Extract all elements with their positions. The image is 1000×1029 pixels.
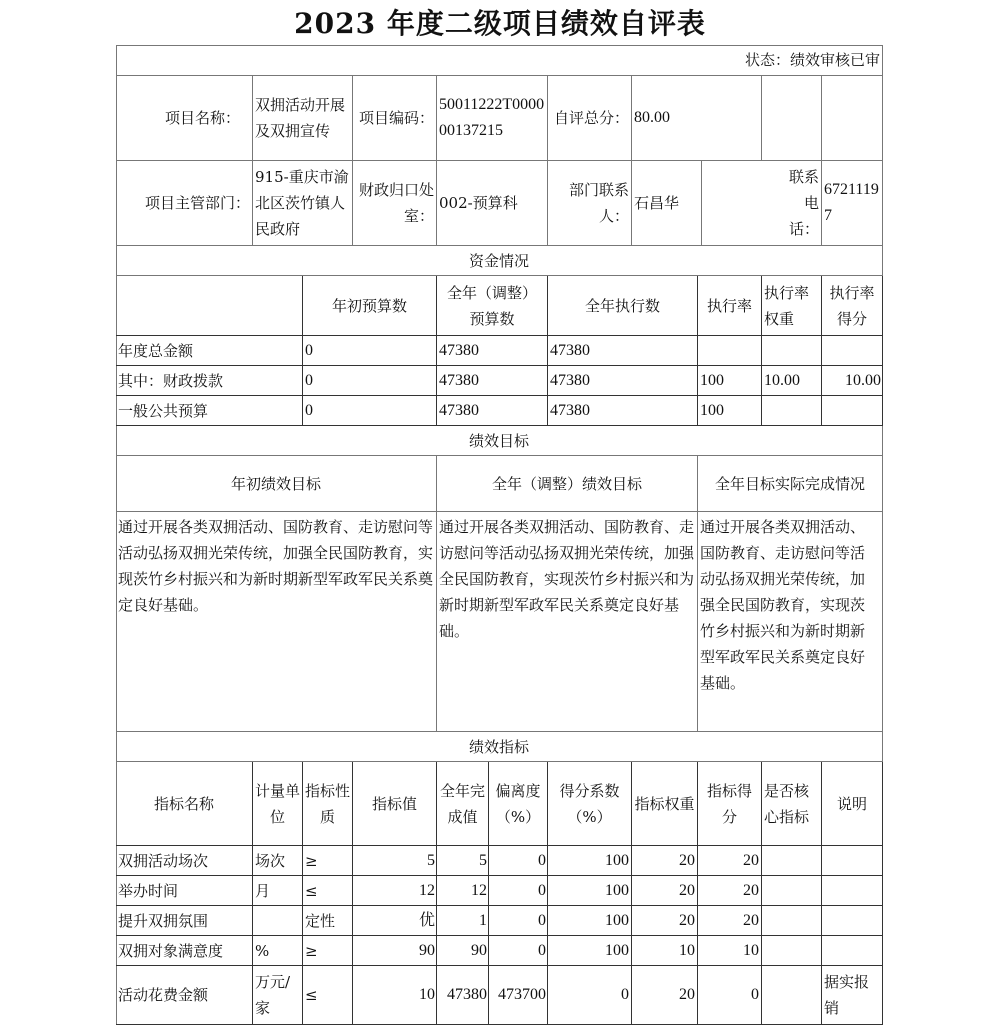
score-label-cell: [548, 76, 632, 161]
indicator-cell: [762, 966, 822, 1025]
indicator-cell: [489, 876, 548, 906]
indicator-actual: 90: [471, 941, 487, 959]
header-label: 全年完成值: [439, 781, 485, 826]
project-name-label: 项目名称：: [164, 109, 240, 127]
indicator-cell: [698, 876, 762, 906]
indicators-section-title: 绩效指标: [468, 737, 529, 756]
indicator-score: 20: [743, 851, 759, 869]
header-label: 偏离度（%）: [495, 781, 541, 826]
funding-cell: [437, 366, 548, 396]
header-label: 是否核心指标: [764, 781, 810, 826]
cell-value: 47380: [550, 371, 590, 389]
indicator-header-cell: [632, 762, 698, 846]
indicator-target: 10: [419, 986, 435, 1003]
contact-label: 部门联系人：: [568, 181, 629, 225]
indicator-unit: %: [255, 941, 270, 960]
funding-cell: [762, 366, 822, 396]
status-row: [116, 45, 883, 76]
cell-value: 10.00: [845, 371, 881, 389]
header-label: 执行率: [706, 296, 752, 315]
funding-cell: [822, 336, 883, 366]
funding-section-title: 资金情况: [468, 251, 529, 270]
indicator-cell: [353, 876, 437, 906]
indicator-coef: 100: [605, 941, 629, 959]
header-label: 执行率得分: [829, 283, 875, 328]
finance-label: 财政归口处室：: [358, 181, 434, 225]
indicator-cell: [632, 936, 698, 966]
dept-value-cell: [253, 161, 353, 246]
indicator-cell: [353, 936, 437, 966]
indicator-target: 5: [427, 851, 435, 869]
goals-header-adjusted: [437, 456, 698, 512]
indicator-cell: [698, 966, 762, 1025]
header-label: 说明: [836, 794, 867, 813]
indicator-cell: [762, 906, 822, 936]
indicator-score: 20: [743, 881, 759, 899]
indicator-note: 据实报销: [824, 973, 870, 1017]
header-label: 指标值: [371, 794, 417, 813]
cell-value: 0: [305, 401, 313, 419]
cell-value: 100: [700, 371, 724, 389]
indicator-actual: 5: [479, 851, 487, 869]
header-label: 指标得分: [706, 781, 752, 826]
funding-header-initial: [303, 276, 437, 336]
funding-row-label: [116, 366, 303, 396]
indicator-deviation: 0: [538, 881, 546, 899]
indicator-name-cell: [116, 966, 253, 1025]
indicator-cell: [303, 846, 353, 876]
header-label: 全年（调整）预算数: [446, 283, 537, 328]
indicator-cell: [489, 936, 548, 966]
cell-value: 0: [305, 371, 313, 389]
header-label: 全年执行数: [584, 296, 660, 315]
finance-value-cell: [437, 161, 548, 246]
funding-cell: [698, 396, 762, 426]
indicator-cell: [489, 846, 548, 876]
indicator-score: 0: [751, 986, 759, 1003]
indicator-cell: [822, 906, 883, 936]
goal-adjusted-text: 通过开展各类双拥活动、国防教育、走访慰问等活动弘扬双拥光荣传统，加强全民国防教育，实现茨竹乡村振兴和为新时期新型军政军民关系奠定良好基础。: [439, 518, 695, 640]
indicator-target: 90: [419, 941, 435, 959]
phone-value-cell: [822, 161, 883, 246]
funding-cell: [303, 366, 437, 396]
project-name-label-cell: [116, 76, 253, 161]
indicator-unit: 月: [255, 881, 271, 900]
contact-value-cell: [632, 161, 702, 246]
phone-value: 67211197: [824, 181, 879, 224]
dept-label-cell: [116, 161, 253, 246]
indicator-weight: 20: [679, 986, 695, 1003]
indicator-header-cell: [698, 762, 762, 846]
indicator-cell: [762, 936, 822, 966]
indicator-score: 10: [743, 941, 759, 959]
indicator-score: 20: [743, 911, 759, 929]
indicator-cell: [437, 966, 489, 1025]
indicator-cell: [762, 876, 822, 906]
indicator-cell: [548, 906, 632, 936]
header-label: 年初预算数: [331, 296, 407, 315]
funding-cell: [303, 396, 437, 426]
status-text: 状态：绩效审核已审: [744, 51, 880, 69]
contact-label-cell: [548, 161, 632, 246]
indicator-cell: [253, 906, 303, 936]
indicator-cell: [303, 906, 353, 936]
indicator-header-cell: [437, 762, 489, 846]
cell-value: 47380: [439, 341, 479, 359]
indicator-name: 双拥活动场次: [118, 851, 209, 870]
project-code-label: 项目编码：: [358, 109, 434, 127]
indicator-unit: 场次: [255, 851, 286, 870]
project-name-value: 双拥活动开展及双拥宣传: [255, 96, 346, 140]
indicator-cell: [698, 936, 762, 966]
cell-value: 47380: [439, 401, 479, 419]
indicator-header-cell: [353, 762, 437, 846]
funding-row-label: [116, 336, 303, 366]
indicator-header-cell: [489, 762, 548, 846]
indicator-name-cell: [116, 906, 253, 936]
cell-value: 100: [700, 401, 724, 419]
indicator-coef: 100: [605, 851, 629, 869]
indicator-unit: 万元/家: [255, 973, 291, 1017]
indicators-section-header: [116, 732, 883, 762]
funding-header-weight: [762, 276, 822, 336]
indicator-cell: [303, 876, 353, 906]
phone-label-cell: [702, 161, 822, 246]
funding-cell: [548, 366, 698, 396]
goals-header-initial: [116, 456, 437, 512]
indicator-cell: [253, 936, 303, 966]
header-label: 指标性质: [305, 781, 351, 826]
project-code-value: 50011222T000000137215: [439, 96, 545, 139]
indicator-cell: [698, 846, 762, 876]
indicator-cell: [253, 876, 303, 906]
indicator-nature: ≤: [305, 986, 318, 1004]
empty-cell: [822, 76, 883, 161]
indicator-name: 活动花费金额: [118, 986, 209, 1004]
indicator-deviation: 473700: [498, 986, 546, 1003]
funding-cell: [698, 336, 762, 366]
indicator-cell: [632, 906, 698, 936]
indicator-cell: [548, 966, 632, 1025]
indicator-cell: [698, 906, 762, 936]
indicator-coef: 100: [605, 881, 629, 899]
indicator-name-cell: [116, 846, 253, 876]
indicator-nature: ≥: [305, 941, 318, 960]
indicator-nature: ≤: [305, 881, 318, 900]
funding-header-executed: [548, 276, 698, 336]
funding-header-score: [822, 276, 883, 336]
indicator-weight: 20: [679, 911, 695, 929]
score-label: 自评总分：: [553, 109, 629, 127]
funding-cell: [548, 336, 698, 366]
header-label: 全年目标实际完成情况: [714, 474, 865, 493]
cell-value: 0: [305, 341, 313, 359]
indicator-name: 双拥对象满意度: [118, 941, 224, 960]
indicator-cell: [822, 846, 883, 876]
header-label: 得分系数（%）: [559, 781, 620, 826]
project-code-label-cell: [353, 76, 437, 161]
dept-value: 915-重庆市渝北区茨竹镇人民政府: [255, 168, 349, 238]
cell-value: 47380: [439, 371, 479, 389]
indicator-cell: [303, 936, 353, 966]
indicator-deviation: 0: [538, 911, 546, 929]
indicator-weight: 20: [679, 851, 695, 869]
goals-section-title: 绩效目标: [468, 431, 529, 450]
funding-header-rate: [698, 276, 762, 336]
indicator-weight: 10: [679, 941, 695, 959]
indicator-cell: [548, 936, 632, 966]
funding-cell: [762, 336, 822, 366]
indicator-cell: [822, 966, 883, 1025]
indicator-nature: 定性: [305, 911, 336, 930]
finance-value: 002-预算科: [439, 194, 518, 212]
indicator-coef: 0: [621, 986, 629, 1003]
funding-section-header: [116, 246, 883, 276]
header-label: 全年（调整）绩效目标: [491, 474, 642, 493]
funding-cell: [437, 336, 548, 366]
score-value: 80.00: [634, 109, 670, 126]
funding-row-label: [116, 396, 303, 426]
indicator-deviation: 0: [538, 941, 546, 959]
phone-label: 联系电话：: [788, 168, 819, 238]
row-label: 其中：财政拨款: [118, 371, 224, 390]
header-label: 年初绩效目标: [230, 474, 321, 493]
indicator-cell: [437, 906, 489, 936]
cell-value: 10.00: [764, 371, 800, 389]
indicator-header-cell: [548, 762, 632, 846]
funding-cell: [822, 366, 883, 396]
indicator-nature: ≥: [305, 851, 318, 870]
indicator-cell: [437, 936, 489, 966]
indicator-cell: [632, 966, 698, 1025]
goal-actual-cell: [698, 512, 883, 732]
header-label: 指标权重: [634, 794, 695, 813]
indicator-cell: [303, 966, 353, 1025]
cell-value: 47380: [550, 401, 590, 419]
funding-cell: [437, 396, 548, 426]
indicator-name-cell: [116, 876, 253, 906]
contact-value: 石昌华: [634, 194, 680, 212]
indicator-cell: [822, 936, 883, 966]
empty-cell: [762, 76, 822, 161]
indicator-header-cell: [253, 762, 303, 846]
funding-cell: [303, 336, 437, 366]
row-label: 年度总金额: [118, 341, 194, 360]
indicator-name: 举办时间: [118, 881, 179, 900]
indicator-cell: [253, 966, 303, 1025]
dept-label: 项目主管部门：: [144, 194, 250, 212]
funding-cell: [698, 366, 762, 396]
indicator-cell: [822, 876, 883, 906]
header-label: 执行率权重: [764, 283, 810, 328]
indicator-header-cell: [822, 762, 883, 846]
indicator-weight: 20: [679, 881, 695, 899]
indicator-coef: 100: [605, 911, 629, 929]
indicator-cell: [437, 846, 489, 876]
indicator-cell: [437, 876, 489, 906]
indicator-actual: 47380: [447, 986, 487, 1003]
header-label: 指标名称: [153, 794, 214, 813]
indicator-cell: [632, 876, 698, 906]
goal-adjusted-cell: [437, 512, 698, 732]
project-code-value-cell: [437, 76, 548, 161]
goals-section-header: [116, 426, 883, 456]
funding-cell: [822, 396, 883, 426]
indicator-cell: [632, 846, 698, 876]
header-label: 计量单位: [255, 781, 301, 826]
indicator-target: 12: [419, 881, 435, 899]
cell-value: 47380: [550, 341, 590, 359]
indicator-cell: [762, 846, 822, 876]
indicator-deviation: 0: [538, 851, 546, 869]
indicator-cell: [489, 906, 548, 936]
funding-cell: [548, 396, 698, 426]
indicator-cell: [253, 846, 303, 876]
funding-header-adjusted: [437, 276, 548, 336]
page-title: 2023 年度二级项目绩效自评表: [294, 7, 706, 40]
row-label: 一般公共预算: [118, 401, 209, 420]
indicator-name-cell: [116, 936, 253, 966]
indicator-actual: 12: [471, 881, 487, 899]
indicator-name: 提升双拥氛围: [118, 911, 209, 930]
goal-initial-cell: [116, 512, 437, 732]
finance-label-cell: [353, 161, 437, 246]
indicator-header-cell: [116, 762, 253, 846]
goals-header-actual: [698, 456, 883, 512]
indicator-header-cell: [303, 762, 353, 846]
indicator-cell: [548, 846, 632, 876]
goal-initial-text: 通过开展各类双拥活动、国防教育、走访慰问等活动弘扬双拥光荣传统，加强全民国防教育，实现茨竹乡村振兴和为新时期新型军政军民关系奠定良好基础。: [118, 518, 434, 614]
goal-actual-text: 通过开展各类双拥活动、国防教育、走访慰问等活动弘扬双拥光荣传统，加强全民国防教育，实现茨竹乡村振兴和为新时期新型军政军民关系奠定良好基础。: [700, 518, 866, 692]
indicator-actual: 1: [479, 911, 487, 929]
indicator-cell: [353, 906, 437, 936]
score-value-cell: [632, 76, 762, 161]
indicator-header-cell: [762, 762, 822, 846]
indicator-cell: [353, 846, 437, 876]
funding-header-blank: [116, 276, 303, 336]
indicator-cell: [548, 876, 632, 906]
indicator-cell: [353, 966, 437, 1025]
project-name-value-cell: [253, 76, 353, 161]
indicator-cell: [489, 966, 548, 1025]
funding-cell: [762, 396, 822, 426]
indicator-target: 优: [418, 911, 435, 929]
